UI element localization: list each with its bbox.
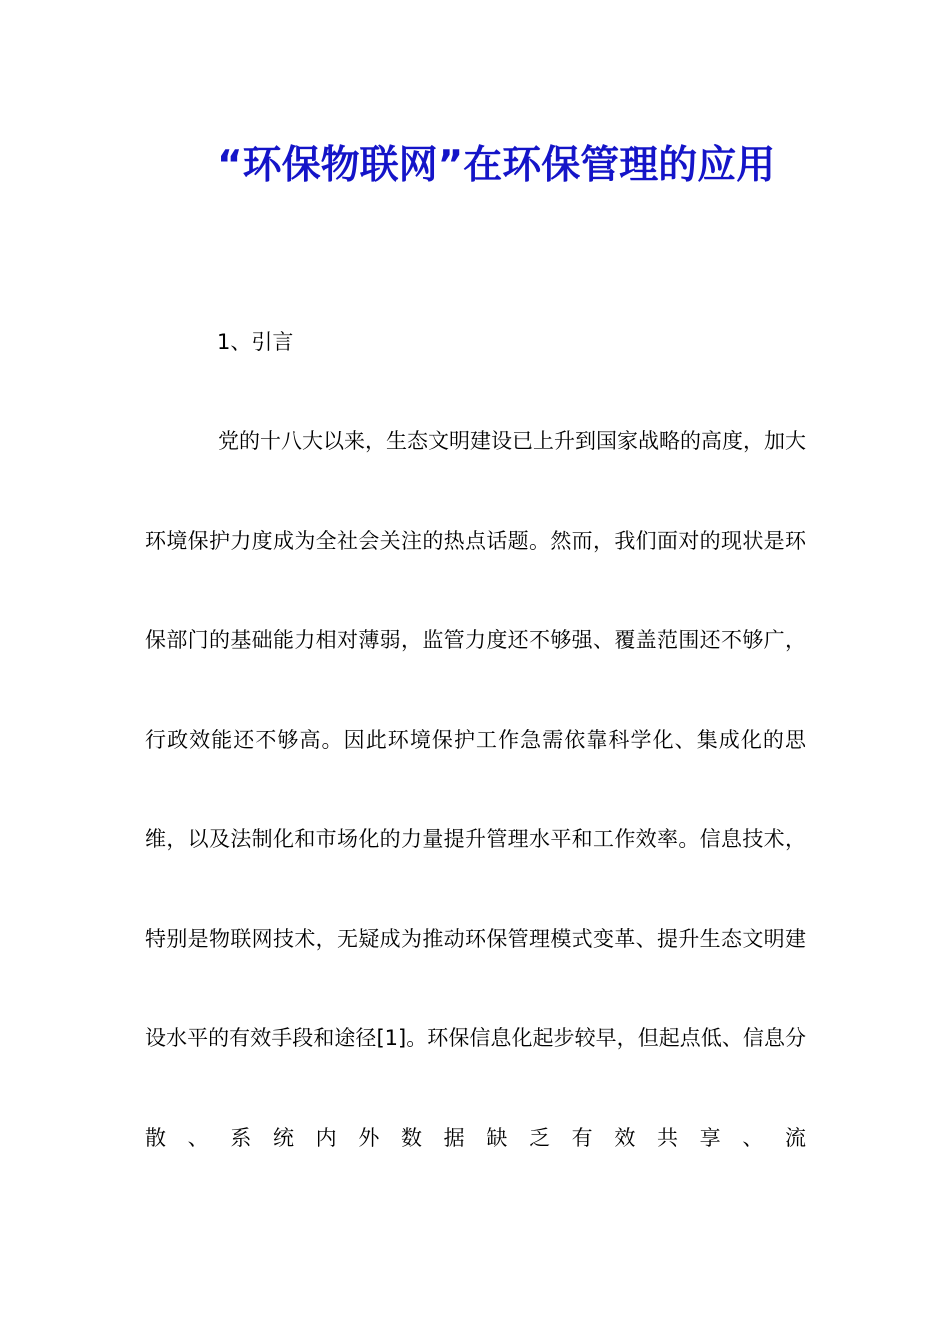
section-heading-introduction: 1、引言 (217, 330, 294, 354)
body-paragraph: 党的十八大以来，生态文明建设已上升到国家战略的高度，加大环境保护力度成为全社会关注的热点话题。然而，我们面对的现状是环保部门的基础能力相对薄弱，监管力度还不够强、覆盖范围还不够广，行政效能还不够高。因此环境保护工作急需依靠科学化、集成化的思维，以及法制化和市场化的力量提升管理水平和工作效率。信息技术，特别是物联网技术，无疑成为推动环保管理模式变革、提升生态文明建设水平的有效手段和途径[1]。环保信息化起步较早，但起点低、信息分散、系统内外数据缺乏有效共享、流 (145, 429, 806, 1150)
document-title: “环保物联网”在环保管理的应用 (217, 143, 776, 188)
